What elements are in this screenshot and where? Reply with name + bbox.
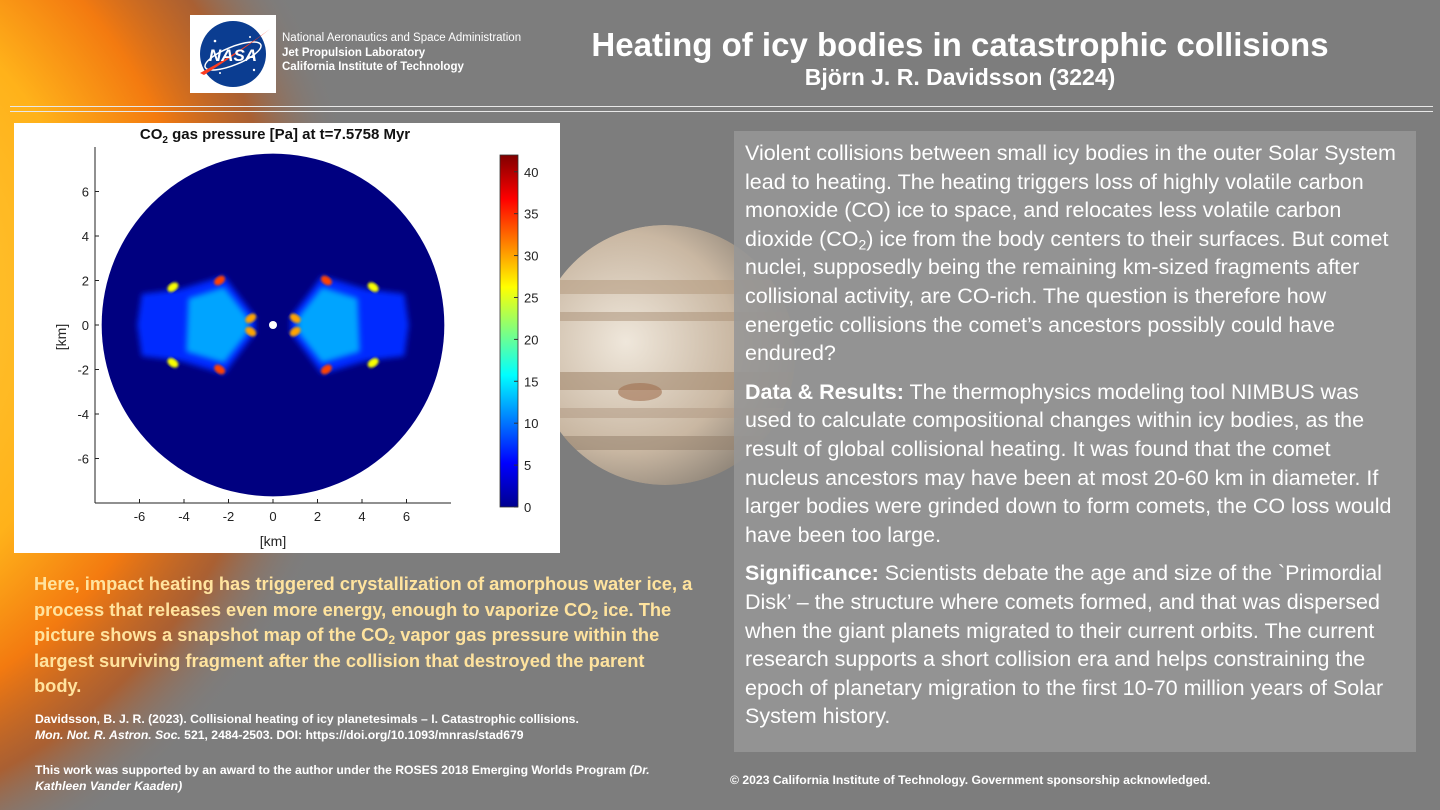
colorbar-tick-label: 25 <box>524 290 539 306</box>
organization-block <box>282 31 521 75</box>
pressure-map-chart <box>14 123 560 553</box>
y-tick-label: 6 <box>81 184 89 200</box>
org-line-nasa: National Aeronautics and Space Administration <box>282 32 522 44</box>
reference-citation: Davidsson, B. J. R. (2023). Collisional heating of icy planetesimals – I. Catastrophic collisions. Mon. Not. R. Astron. Soc. 521, 2484-2503. DOI: https://doi.org/10.1093/mnras/stad679 <box>35 712 579 742</box>
plot-area <box>102 154 445 497</box>
results-paragraph: Data & Results: The thermophysics modeling tool NIMBUS was used to calculate compositional changes within icy bodies, as the result of global collisional heating. It was found that the comet nucleus ancestors may have been at most 20-60 km in diameter. If larger bodies were grinded down to form comets, the CO loss would have been too large. <box>745 379 1392 547</box>
colorbar-tick-label: 35 <box>524 206 539 222</box>
figure-caption: Here, impact heating has triggered crystallization of amorphous water ice, a process that releases even more energy, enough to vaporize $CO_2$ ice. The picture shows a snapshot map of the $CO_2$ vapor gas pressure within the largest surviving fragment after the collision that destroyed the parent body. <box>34 573 693 696</box>
header-divider-top <box>10 106 1433 107</box>
poster-title: Heating of icy bodies in catastrophic collisions <box>591 26 1329 63</box>
y-tick-label: 2 <box>81 273 89 289</box>
colorbar-tick-label: 10 <box>524 416 539 432</box>
x-tick-label: -2 <box>222 509 235 524</box>
significance-paragraph: Significance: Scientists debate the age and size of the `Primordial Disk’ – the structure where comets formed, and that was dispersed when the giant planets migrated to their current orbits. The current research supports a short collision era and helps constraining the epoch of planetary migration to the first 10-70 million years of Solar System history. <box>745 561 1384 729</box>
colorbar-tick-label: 5 <box>524 458 532 474</box>
org-line-jpl: Jet Propulsion Laboratory <box>282 46 426 59</box>
x-tick-label: 0 <box>269 509 277 524</box>
y-tick-label: -2 <box>77 362 89 378</box>
colorbar-tick-label: 40 <box>524 164 539 180</box>
x-axis-label: [km] <box>259 533 287 549</box>
copyright-notice: © 2023 California Institute of Technology. Government sponsorship acknowledged. <box>730 773 1211 787</box>
y-tick-label: -4 <box>77 407 89 422</box>
y-axis-label: [km] <box>53 323 69 351</box>
y-tick-label: 0 <box>81 318 89 333</box>
intro-paragraph: Violent collisions between small icy bodies in the outer Solar System lead to heating. The heating triggers loss of highly volatile carbon monoxide (CO) ice to space, and relocates less volatile carbon dioxide $(CO_2)$ ice from the body centers to their surfaces. But comet nuclei, supposedly being the remaining km-sized fragments after collisional activity, are CO-rich. The question is therefore how energetic collisions the comet’s ancestors possibly could have endured? <box>745 141 1396 366</box>
nasa-logo <box>190 15 276 93</box>
header-divider-bottom <box>10 111 1433 112</box>
colorbar <box>500 155 538 515</box>
colorbar-tick-label: 15 <box>524 374 539 390</box>
x-tick-label: -6 <box>133 509 146 524</box>
y-tick-label: -6 <box>77 451 89 467</box>
chart-title: $CO_2$ gas pressure [Pa] at t=7.5758 Myr <box>139 126 411 146</box>
svg-text:NASA: NASA <box>208 46 258 65</box>
x-tick-label: 6 <box>402 509 411 524</box>
funding-note: This work was supported by an award to the author under the ROSES 2018 Emerging Worlds Program (Dr. Kathleen Vander Kaaden) <box>35 763 650 793</box>
colorbar-tick-label: 0 <box>524 500 532 515</box>
summary-text <box>745 139 1410 741</box>
colorbar-gradient <box>500 155 518 507</box>
org-line-caltech: California Institute of Technology <box>282 61 464 73</box>
colorbar-tick-label: 30 <box>524 248 539 264</box>
colorbar-tick-label: 20 <box>524 332 539 348</box>
y-tick-label: 4 <box>81 229 89 244</box>
x-tick-label: -4 <box>178 509 190 524</box>
x-tick-label: 2 <box>313 509 322 524</box>
x-tick-label: 4 <box>358 509 366 524</box>
center-marker <box>269 321 277 329</box>
poster-author: Björn J. R. Davidsson (3224) <box>804 64 1116 90</box>
pressure-map-figure <box>14 123 560 553</box>
